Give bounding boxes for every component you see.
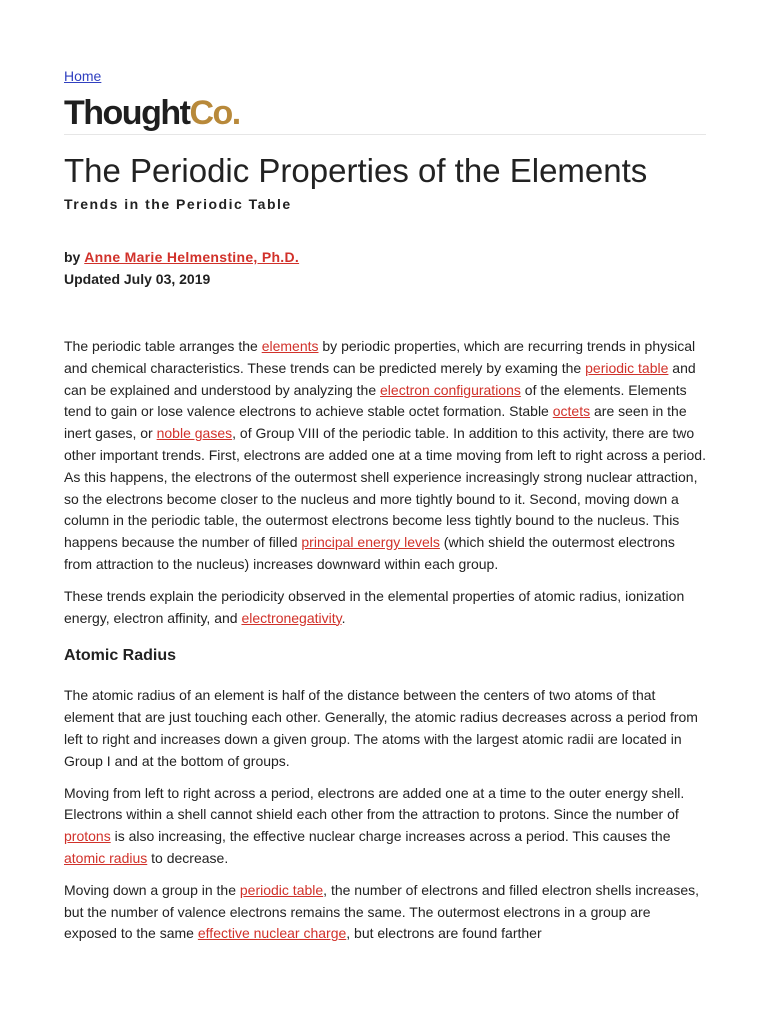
byline	[64, 248, 299, 266]
text: , but electrons are found farther	[346, 925, 542, 942]
link-noble-gases[interactable]: noble gases	[156, 425, 233, 442]
link-periodic-table-2[interactable]: periodic table	[239, 881, 324, 898]
byline-label: by	[64, 249, 81, 265]
paragraph-trends	[64, 586, 706, 630]
paragraph-group-trend	[64, 880, 706, 945]
logo-accent: Co.	[189, 94, 240, 132]
link-protons[interactable]: protons	[64, 828, 111, 845]
text: are seen in the inert gases, or	[64, 403, 687, 442]
thoughtco-logo[interactable]	[64, 93, 240, 133]
text: , the number of electrons and filled electron shells increases, but the number of valence electrons remains the same. The outermost electrons in a group are exposed to the same	[64, 881, 700, 942]
link-principal-energy-levels[interactable]: principal energy levels	[301, 534, 440, 551]
text: is also increasing, the effective nuclear charge increases across a period. This causes the	[110, 828, 671, 845]
paragraph-intro	[64, 336, 706, 576]
text: The periodic table arranges the	[64, 338, 262, 354]
text: .	[341, 609, 346, 626]
text: Moving down a group in the	[64, 881, 240, 898]
paragraph-atomic-radius-definition: The atomic radius of an element is half of the distance between the centers of two atoms of that element that are just touching each other. Generally, the atomic radius decreases across a period from left to right and increases down a given group. The atoms with the largest atomic radii are located in Group I and at the bottom of groups.	[64, 687, 698, 769]
link-electronegativity[interactable]: electronegativity	[241, 609, 342, 626]
author-link[interactable]: Anne Marie Helmenstine, Ph.D.	[84, 249, 300, 265]
text: of the elements. Elements tend to gain or lose valence electrons to achieve stable octet formation. Stable	[64, 381, 687, 420]
header-divider	[64, 134, 706, 135]
logo-text: Thought	[64, 94, 190, 132]
link-elements[interactable]: elements	[261, 338, 319, 354]
updated-date: Updated July 03, 2019	[64, 271, 211, 287]
text: to decrease.	[147, 849, 229, 866]
text: and can be explained and understood by analyzing the	[64, 359, 696, 398]
section-heading-atomic-radius: Atomic Radius	[64, 647, 177, 665]
breadcrumb-home-link[interactable]: Home	[64, 68, 102, 84]
link-atomic-radius[interactable]: atomic radius	[64, 849, 148, 866]
paragraph-period-trend	[64, 783, 706, 870]
article-title: The Periodic Properties of the Elements	[64, 152, 648, 189]
text: by periodic properties, which are recurring trends in physical and chemical characteristics. These trends can be predicted merely by examing the	[64, 338, 696, 376]
text: These trends explain the periodicity observed in the elemental properties of atomic radius, ionization energy, electron affinity, and	[64, 587, 685, 626]
link-electron-configurations[interactable]: electron configurations	[380, 381, 521, 398]
text: Moving from left to right across a period, electrons are added one at a time to the outer energy shell. Electrons within a shell cannot shield each other from the attraction to protons. Since the number of	[64, 784, 685, 823]
link-octets[interactable]: octets	[552, 403, 591, 420]
text: , of Group VIII of the periodic table. In addition to this activity, there are two other important trends. First, electrons are added one at a time moving from left to right across a period. As this happens, the electrons of the outermost shell experience increasingly strong nuclear attraction, so the electrons become closer to the nucleus and more tightly bound to it. Second, moving down a column in the periodic table, the outermost electrons become less tightly bound to the nucleus. This happens because the number of filled	[64, 425, 706, 551]
link-periodic-table[interactable]: periodic table	[585, 359, 669, 376]
breadcrumb	[64, 67, 101, 85]
link-effective-nuclear-charge[interactable]: effective nuclear charge	[197, 925, 347, 942]
text: (which shield the outermost electrons from attraction to the nucleus) increases downward within each group.	[64, 534, 675, 572]
article-subtitle: Trends in the Periodic Table	[64, 196, 292, 212]
article-body	[64, 336, 706, 955]
